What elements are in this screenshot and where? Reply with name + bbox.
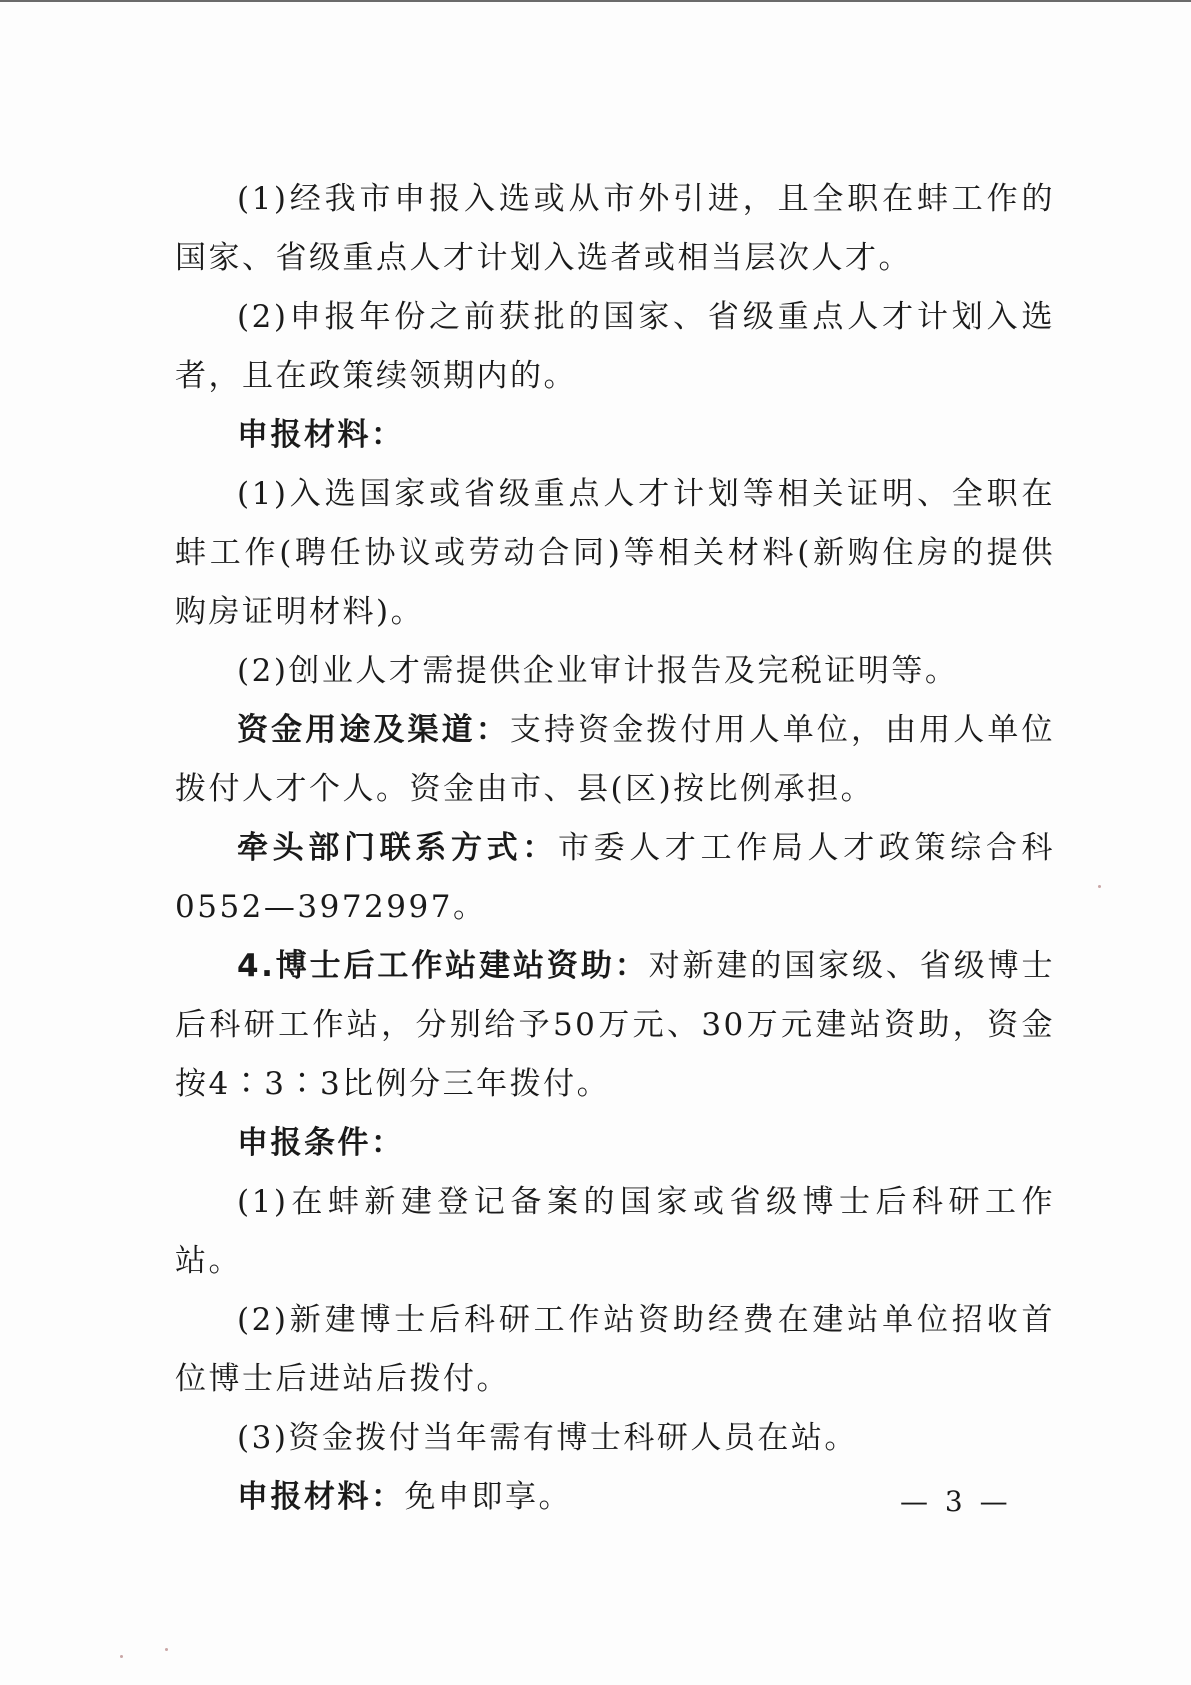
paragraph: [175, 1291, 1055, 1409]
paragraph-text: (1)经我市申报入选或从市外引进，且全职在蚌工作的国家、省级重点人才计划入选者或相当层次人才。: [175, 181, 1055, 276]
section-heading: [175, 1114, 1055, 1173]
paragraph: [175, 465, 1055, 642]
paragraph: [175, 288, 1055, 406]
paragraph: [175, 1409, 1055, 1468]
paragraph: [175, 1173, 1055, 1291]
paragraph: [175, 170, 1055, 288]
paragraph-text: 免申即享。: [404, 1479, 572, 1515]
paragraph: [175, 642, 1055, 701]
paragraph-label: 申报材料：: [237, 1479, 405, 1515]
paragraph-text: (2)创业人才需提供企业审计报告及完税证明等。: [237, 653, 959, 689]
paragraph-text: (1)入选国家或省级重点人才计划等相关证明、全职在蚌工作(聘任协议或劳动合同)等相关材料(新购住房的提供购房证明材料)。: [175, 476, 1055, 630]
labeled-paragraph: [175, 701, 1055, 819]
paragraph-text: (1)在蚌新建登记备案的国家或省级博士后科研工作站。: [175, 1184, 1055, 1279]
section-heading: [175, 406, 1055, 465]
top-border-line: [0, 0, 1191, 2]
heading-label: 申报条件：: [237, 1125, 405, 1161]
heading-label: 申报材料：: [237, 417, 405, 453]
labeled-paragraph: [175, 937, 1055, 1114]
document-body: [175, 170, 1055, 1527]
scan-speck: [1098, 885, 1101, 888]
paragraph-text: 市委人才工作局人才政策综合科0552—3972997。: [175, 830, 1056, 925]
paragraph-text: (2)新建博士后科研工作站资助经费在建站单位招收首位博士后进站后拨付。: [175, 1302, 1055, 1397]
paragraph-label: 牵头部门联系方式：: [237, 830, 558, 866]
paragraph-label: 资金用途及渠道：: [237, 712, 510, 748]
paragraph-text: 对新建的国家级、省级博士后科研工作站，分别给予50万元、30万元建站资助，资金按4∶3∶3比例分三年拨付。: [175, 948, 1055, 1102]
paragraph-text: 支持资金拨付用人单位，由用人单位拨付人才个人。资金由市、县(区)按比例承担。: [175, 712, 1056, 807]
paragraph-label: 4.博士后工作站建站资助：: [237, 948, 649, 984]
paragraph-text: (2)申报年份之前获批的国家、省级重点人才计划入选者，且在政策续领期内的。: [175, 299, 1055, 394]
scan-speck: [165, 1648, 168, 1651]
labeled-paragraph: [175, 819, 1055, 937]
scan-speck: [120, 1655, 123, 1658]
page-number: — 3 —: [900, 1485, 1012, 1518]
paragraph-text: (3)资金拨付当年需有博士科研人员在站。: [237, 1420, 858, 1456]
